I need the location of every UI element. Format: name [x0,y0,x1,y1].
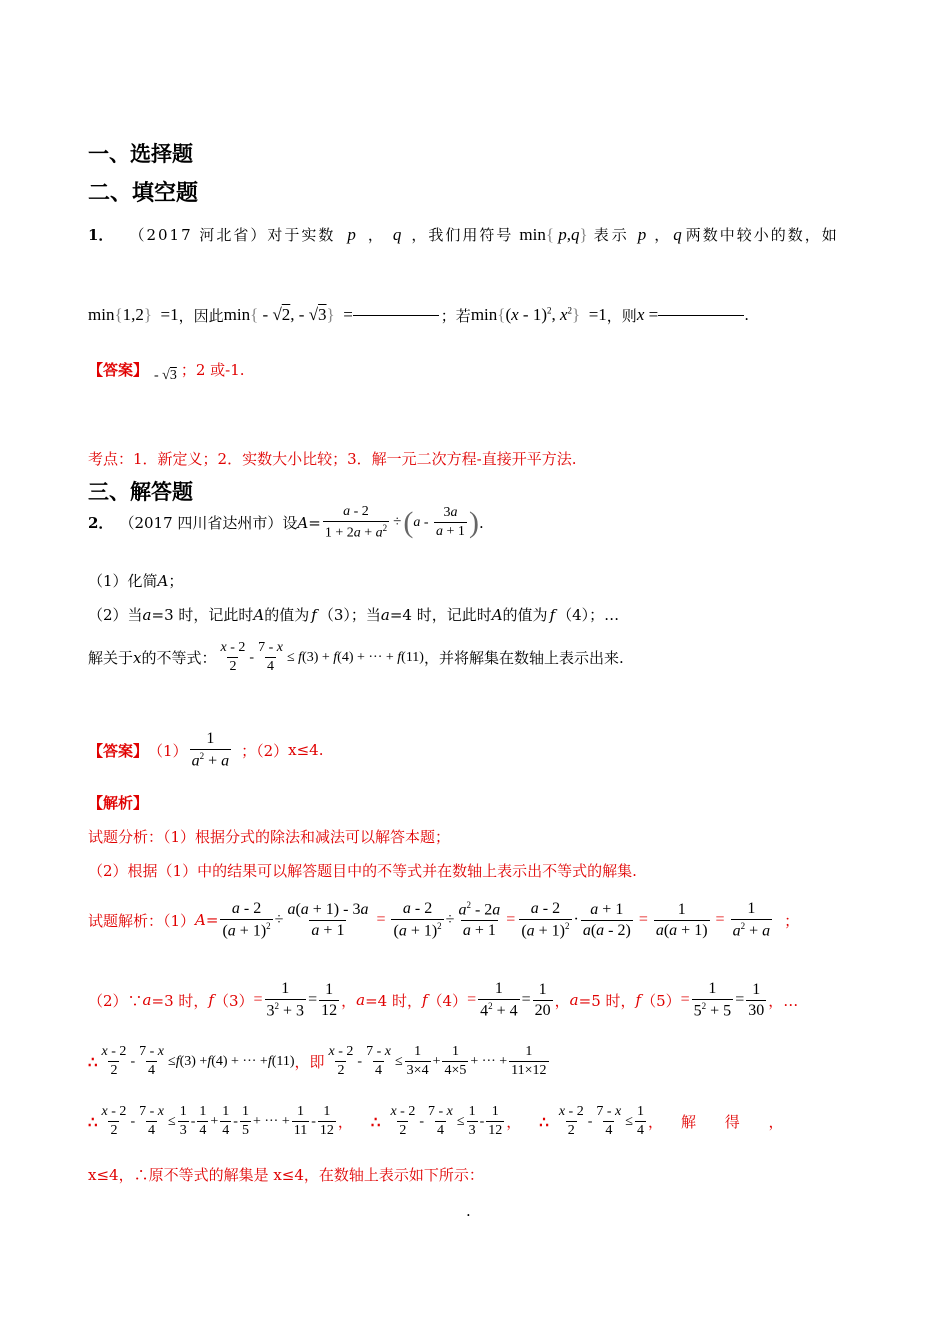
math-min-square: min{(x - 1)$^2$, $x^2\} =1$ [470,305,607,324]
math-x: x [636,305,645,324]
div-sign: ÷ [393,514,402,531]
frac-a-2-over-1-2a-a2: $\frac{a - 2}{1 + 2a + a^2}$ [324,504,388,541]
therefore2: ∴ [370,1112,381,1131]
frac-x2-over-2: $\frac{x - 2}{2}$ [220,640,246,674]
solution-line4 [88,1104,796,1139]
answer-label: 【答案】 [88,360,149,379]
jx-label: 试题解析：（1） [88,911,196,930]
part2-f: 的值为 [502,606,548,624]
therefore3: ∴ [539,1112,549,1131]
var-f: f [549,606,556,624]
line2-g: （5） [641,991,681,1010]
var-f: f [208,991,214,1010]
answer-blank-2[interactable] [658,315,744,316]
var-a: a [356,991,366,1010]
math-q2: q [673,224,682,244]
period: . [744,306,749,324]
ineq-a: 解关于 [88,649,134,667]
part2-d: （3）；当 [318,606,381,624]
solution-line3 [88,1044,551,1079]
line2-d: =4 时， [365,991,422,1010]
line2-b: =3 时， [151,991,209,1010]
therefore: ∴ [88,1112,98,1131]
line2-f: =5 时， [578,991,636,1010]
q2-part2 [88,604,619,625]
math-final-ineq: $\frac{x - 2}{2}$ - $\frac{7 - x}{4}$ ≤ $\frac{1}{4}$ [558,1104,644,1138]
var-f: f [421,991,428,1010]
ji: ，即 [294,1053,325,1071]
part2-g: （4）；… [557,606,620,624]
semicolon: ； [168,572,184,590]
eq: = [308,513,321,532]
answer-blank-1[interactable] [353,315,439,316]
rparen: ) [468,505,479,539]
frac-1-over-a2a: $\frac{1}{a^2 + a}$ [191,730,230,770]
math-sum-f: ≤ f(3) + f(4) + ··· + f(11) [286,649,424,665]
math-p: p [347,224,356,244]
math-min-pq: min{ p,q} [519,224,588,244]
q1-text2: 两数中较小的数，如 [685,226,839,244]
q1-yinci: ，因此 [178,306,224,325]
answer-label: 【答案】 [88,741,149,760]
section-heading-choice: 一、选择题 [88,142,193,166]
part2-a: （2）当 [88,606,143,624]
var-f: f [635,991,642,1010]
q1-biaoshi: 表示 [593,226,630,244]
var-A: A [253,606,265,624]
frac-7x-over-4: $\frac{7 - x}{4}$ [258,640,283,674]
q1-number: 1． [88,226,114,244]
line2-e: （4） [427,991,468,1010]
math-q: q [392,224,402,244]
q2-source: （2017 四川省达州市）设 [119,514,298,533]
q2-part1 [88,570,183,591]
fenxi-2: （2）根据（1）中的结果可以解答题目中的不等式并在数轴上表示出不等式的解集. [88,862,637,880]
q2-answer [88,730,323,770]
math-f4: = $\frac{1}{4^2 + 4}$ = $\frac{1}{20}$ [467,980,551,1020]
part1-text: （1）化简 [88,572,158,590]
var-A: A [195,911,206,930]
q1-ze: ，则 [606,306,637,325]
math-ineq-fracs: $\frac{x - 2}{2}$ - $\frac{7 - x}{4}$ ≤ $\frac{1}{3\times 4}$ + $\frac{1}{4\times 5}$ + ··· + $\frac{1}{11\times 12}$ [328,1044,547,1078]
q2-inequality [88,640,624,675]
ineq-b: 的不等式： [141,649,217,667]
jiede: 解 得 ， [680,1113,796,1131]
q2-number: 2． [88,514,114,533]
minus: - [420,514,433,530]
var-a: a [142,991,152,1010]
lparen: ( [403,505,414,539]
solution-final: x≤4，∴原不等式的解集是 x≤4，在数轴上表示如下所示： [88,1166,484,1184]
semicolon: ； [784,911,800,930]
part2-b: =3 时，记此时 [151,606,254,624]
comma: ， [554,991,570,1010]
solution-line2 [88,980,798,1020]
comma: ， [337,1113,353,1131]
math-min-sqrt: min{ - √2, - √3} = [223,305,353,324]
frac-3a-over-a1: $\frac{3a}{a + 1}$ [436,505,465,540]
math-solution1: $\frac{a - 2}{(a + 1)^2}$ ÷ $\frac{a(a + 1) - 3a}{a + 1}$ = $\frac{a - 2}{(a + 1)^2}$ ÷ $\frac{a^2 - 2a}{a + 1}$ = $\frac{a - 2}{(a + 1)^2}$ · $\frac{a + 1}{a(a - 2)}$ = $\frac{1}{a(a + 1)}$ = $\frac{1}{a^2 + a}$ [222,900,771,940]
var-a: a [413,514,421,530]
var-x: x [133,648,142,667]
math-neg-sqrt3: - √3 [154,368,177,383]
var-A: A [157,572,169,590]
q1-line2 [88,300,749,330]
q1-line1 [88,224,839,245]
math-f5: = $\frac{1}{5^2 + 5}$ = $\frac{1}{30}$ [680,980,765,1020]
q1-text: ，我们用符号 [411,226,514,244]
section-heading-fill: 二、填空题 [88,181,199,206]
math-p2: p [637,224,647,244]
answer-x: x≤4. [288,741,324,760]
answer-part2: ；（2） [241,741,289,760]
comma: ， [367,226,383,244]
equals: = [644,305,659,324]
math-simplified: $\frac{x - 2}{2}$ - $\frac{7 - x}{4}$ ≤ $\frac{1}{3}$ - $\frac{1}{12}$ [390,1104,503,1138]
math-f3: = $\frac{1}{3^2 + 3}$ = $\frac{1}{12}$ [253,980,338,1020]
comma: ， [341,991,357,1010]
q1-source: （2017 河北省）对于实数 [129,226,336,244]
q1-answer [88,354,245,384]
period: . [478,513,484,532]
var-f: f [311,606,317,624]
ellipsis: ，… [768,991,799,1010]
comma: ， [506,1113,522,1131]
jiexi-label: 【解析】 [88,794,149,812]
var-a: a [380,606,390,624]
therefore: ∴ [88,1052,98,1071]
comma: ， [647,1113,663,1131]
q1-ruo: ；若 [440,306,471,325]
minus: - [249,649,255,665]
part2-c: 的值为 [264,606,310,624]
section-heading-answer: 三、解答题 [88,480,193,504]
line2-a: （2）∵ [88,991,143,1010]
q1-kaodian: 考点：1．新定义；2．实数大小比较；3．解一元二次方程-直接开平方法. [88,450,577,468]
stray-dot: . [466,1202,471,1220]
solution-line1 [88,900,799,940]
ineq-c: ，并将解集在数轴上表示出来. [423,649,624,667]
q2-statement [88,504,484,542]
comma2: ， [654,226,670,244]
math-telescope: $\frac{x - 2}{2}$ - $\frac{7 - x}{4}$ ≤ $\frac{1}{3}$ - $\frac{1}{4}$ + $\frac{1}{4}$ - $\frac{1}{5}$ + ··· + $\frac{1}{11}$ - $\frac{1}{12}$ [101,1104,334,1138]
eq: = [205,911,219,930]
var-a: a [142,606,152,624]
part2-e: =4 时，记此时 [389,606,492,624]
answer-part1: （1） [148,741,188,760]
fenxi-1: 试题分析：（1）根据分式的除法和减法可以解答本题； [88,828,451,846]
var-A: A [491,606,503,624]
var-a: a [569,991,579,1010]
line2-c: （3） [213,991,254,1010]
math-ineq-sum: $\frac{x - 2}{2}$ - $\frac{7 - x}{4}$ ≤ f (3) + f (4) + ··· + f (11) [101,1044,295,1078]
math-min12: min{1,2} =1 [88,305,179,324]
var-A: A [297,513,309,532]
answer-text: ；2 或-1. [180,360,245,379]
